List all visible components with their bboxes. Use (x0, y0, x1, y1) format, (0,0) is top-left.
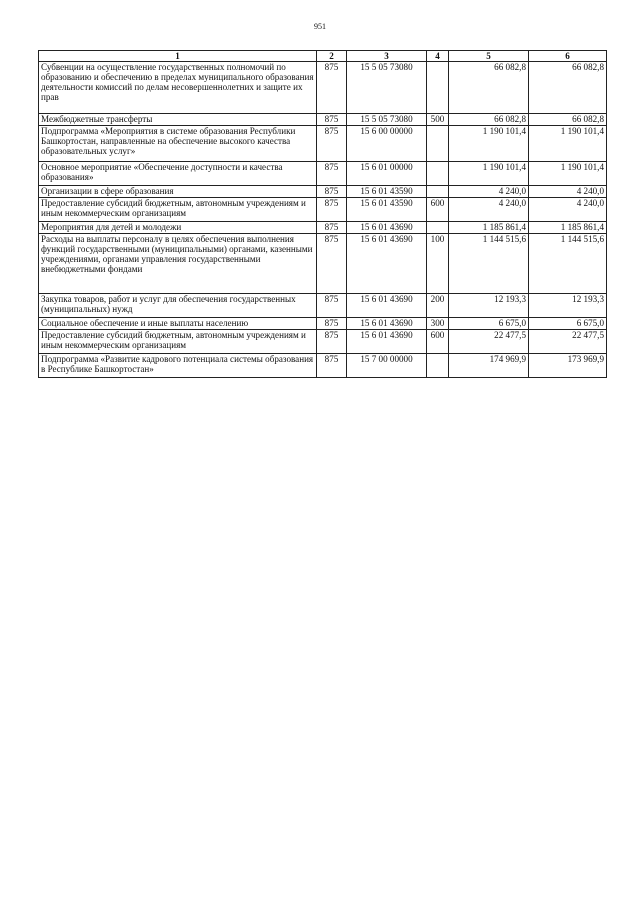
row-expense-code (427, 62, 449, 114)
row-name: Подпрограмма «Мероприятия в системе образования Республики Башкортостан, направленные на обеспечение высокого качества образовательных услуг» (39, 126, 317, 162)
row-name: Предоставление субсидий бюджетным, автономным учреждениям и иным некоммерческим организациям (39, 330, 317, 354)
row-value-2: 1 185 861,4 (529, 222, 607, 234)
column-header-1: 1 (39, 51, 317, 62)
row-target-code: 15 6 01 43690 (347, 222, 427, 234)
row-target-code: 15 6 01 43590 (347, 198, 427, 222)
row-value-1: 66 082,8 (449, 62, 529, 114)
row-expense-code (427, 222, 449, 234)
row-value-1: 22 477,5 (449, 330, 529, 354)
row-ministry-code: 875 (317, 330, 347, 354)
row-target-code: 15 6 01 43590 (347, 186, 427, 198)
row-value-1: 4 240,0 (449, 198, 529, 222)
row-value-2: 4 240,0 (529, 198, 607, 222)
row-expense-code (427, 126, 449, 162)
row-value-1: 1 144 515,6 (449, 234, 529, 294)
row-value-2: 1 190 101,4 (529, 126, 607, 162)
table-row (39, 330, 607, 354)
row-target-code: 15 5 05 73080 (347, 114, 427, 126)
row-expense-code (427, 162, 449, 186)
row-name: Межбюджетные трансферты (39, 114, 317, 126)
row-target-code: 15 5 05 73080 (347, 62, 427, 114)
row-ministry-code: 875 (317, 198, 347, 222)
column-header-5: 5 (449, 51, 529, 62)
table-row (39, 62, 607, 114)
budget-table (38, 50, 607, 378)
row-name: Организации в сфере образования (39, 186, 317, 198)
table-row (39, 126, 607, 162)
row-name: Мероприятия для детей и молодежи (39, 222, 317, 234)
row-value-1: 1 190 101,4 (449, 126, 529, 162)
table-row (39, 354, 607, 378)
table-row (39, 318, 607, 330)
row-value-1: 6 675,0 (449, 318, 529, 330)
row-ministry-code: 875 (317, 294, 347, 318)
row-target-code: 15 7 00 00000 (347, 354, 427, 378)
row-value-2: 12 193,3 (529, 294, 607, 318)
column-header-3: 3 (347, 51, 427, 62)
row-target-code: 15 6 01 00000 (347, 162, 427, 186)
row-name: Социальное обеспечение и иные выплаты населению (39, 318, 317, 330)
row-target-code: 15 6 01 43690 (347, 318, 427, 330)
table-row (39, 294, 607, 318)
row-ministry-code: 875 (317, 234, 347, 294)
row-expense-code: 200 (427, 294, 449, 318)
row-target-code: 15 6 01 43690 (347, 234, 427, 294)
row-expense-code: 300 (427, 318, 449, 330)
row-value-1: 1 190 101,4 (449, 162, 529, 186)
row-ministry-code: 875 (317, 354, 347, 378)
row-name: Расходы на выплаты персоналу в целях обеспечения выполнения функций государственными (муниципальными) органами, казенными учреждениями, органами управления государственными внебюджетными фондами (39, 234, 317, 294)
row-name: Субвенции на осуществление государственных полномочий по образованию и обеспечению в пределах муниципального образования деятельности комиссий по делам несовершеннолетних и защите их прав (39, 62, 317, 114)
row-expense-code: 500 (427, 114, 449, 126)
row-target-code: 15 6 01 43690 (347, 294, 427, 318)
row-value-1: 174 969,9 (449, 354, 529, 378)
table-row (39, 222, 607, 234)
row-value-2: 22 477,5 (529, 330, 607, 354)
row-expense-code: 600 (427, 330, 449, 354)
table-row (39, 162, 607, 186)
row-value-2: 1 190 101,4 (529, 162, 607, 186)
table-row (39, 114, 607, 126)
row-ministry-code: 875 (317, 162, 347, 186)
row-value-2: 66 082,8 (529, 114, 607, 126)
row-value-1: 4 240,0 (449, 186, 529, 198)
table-header-row (39, 51, 607, 62)
row-expense-code: 100 (427, 234, 449, 294)
row-name: Основное мероприятие «Обеспечение доступности и качества образования» (39, 162, 317, 186)
row-value-1: 1 185 861,4 (449, 222, 529, 234)
row-ministry-code: 875 (317, 62, 347, 114)
row-value-2: 1 144 515,6 (529, 234, 607, 294)
row-expense-code (427, 354, 449, 378)
row-ministry-code: 875 (317, 114, 347, 126)
row-ministry-code: 875 (317, 222, 347, 234)
row-name: Закупка товаров, работ и услуг для обеспечения государственных (муниципальных) нужд (39, 294, 317, 318)
row-ministry-code: 875 (317, 126, 347, 162)
column-header-4: 4 (427, 51, 449, 62)
row-value-1: 66 082,8 (449, 114, 529, 126)
row-value-2: 173 969,9 (529, 354, 607, 378)
row-value-2: 66 082,8 (529, 62, 607, 114)
row-expense-code: 600 (427, 198, 449, 222)
row-target-code: 15 6 01 43690 (347, 330, 427, 354)
row-target-code: 15 6 00 00000 (347, 126, 427, 162)
row-ministry-code: 875 (317, 318, 347, 330)
table-row (39, 234, 607, 294)
row-name: Предоставление субсидий бюджетным, автономным учреждениям и иным некоммерческим организациям (39, 198, 317, 222)
row-value-2: 4 240,0 (529, 186, 607, 198)
column-header-6: 6 (529, 51, 607, 62)
column-header-2: 2 (317, 51, 347, 62)
table-row (39, 198, 607, 222)
row-name: Подпрограмма «Развитие кадрового потенциала системы образования в Республике Башкортостан» (39, 354, 317, 378)
row-ministry-code: 875 (317, 186, 347, 198)
row-expense-code (427, 186, 449, 198)
row-value-2: 6 675,0 (529, 318, 607, 330)
table-row (39, 186, 607, 198)
row-value-1: 12 193,3 (449, 294, 529, 318)
page-number: 951 (314, 22, 326, 31)
